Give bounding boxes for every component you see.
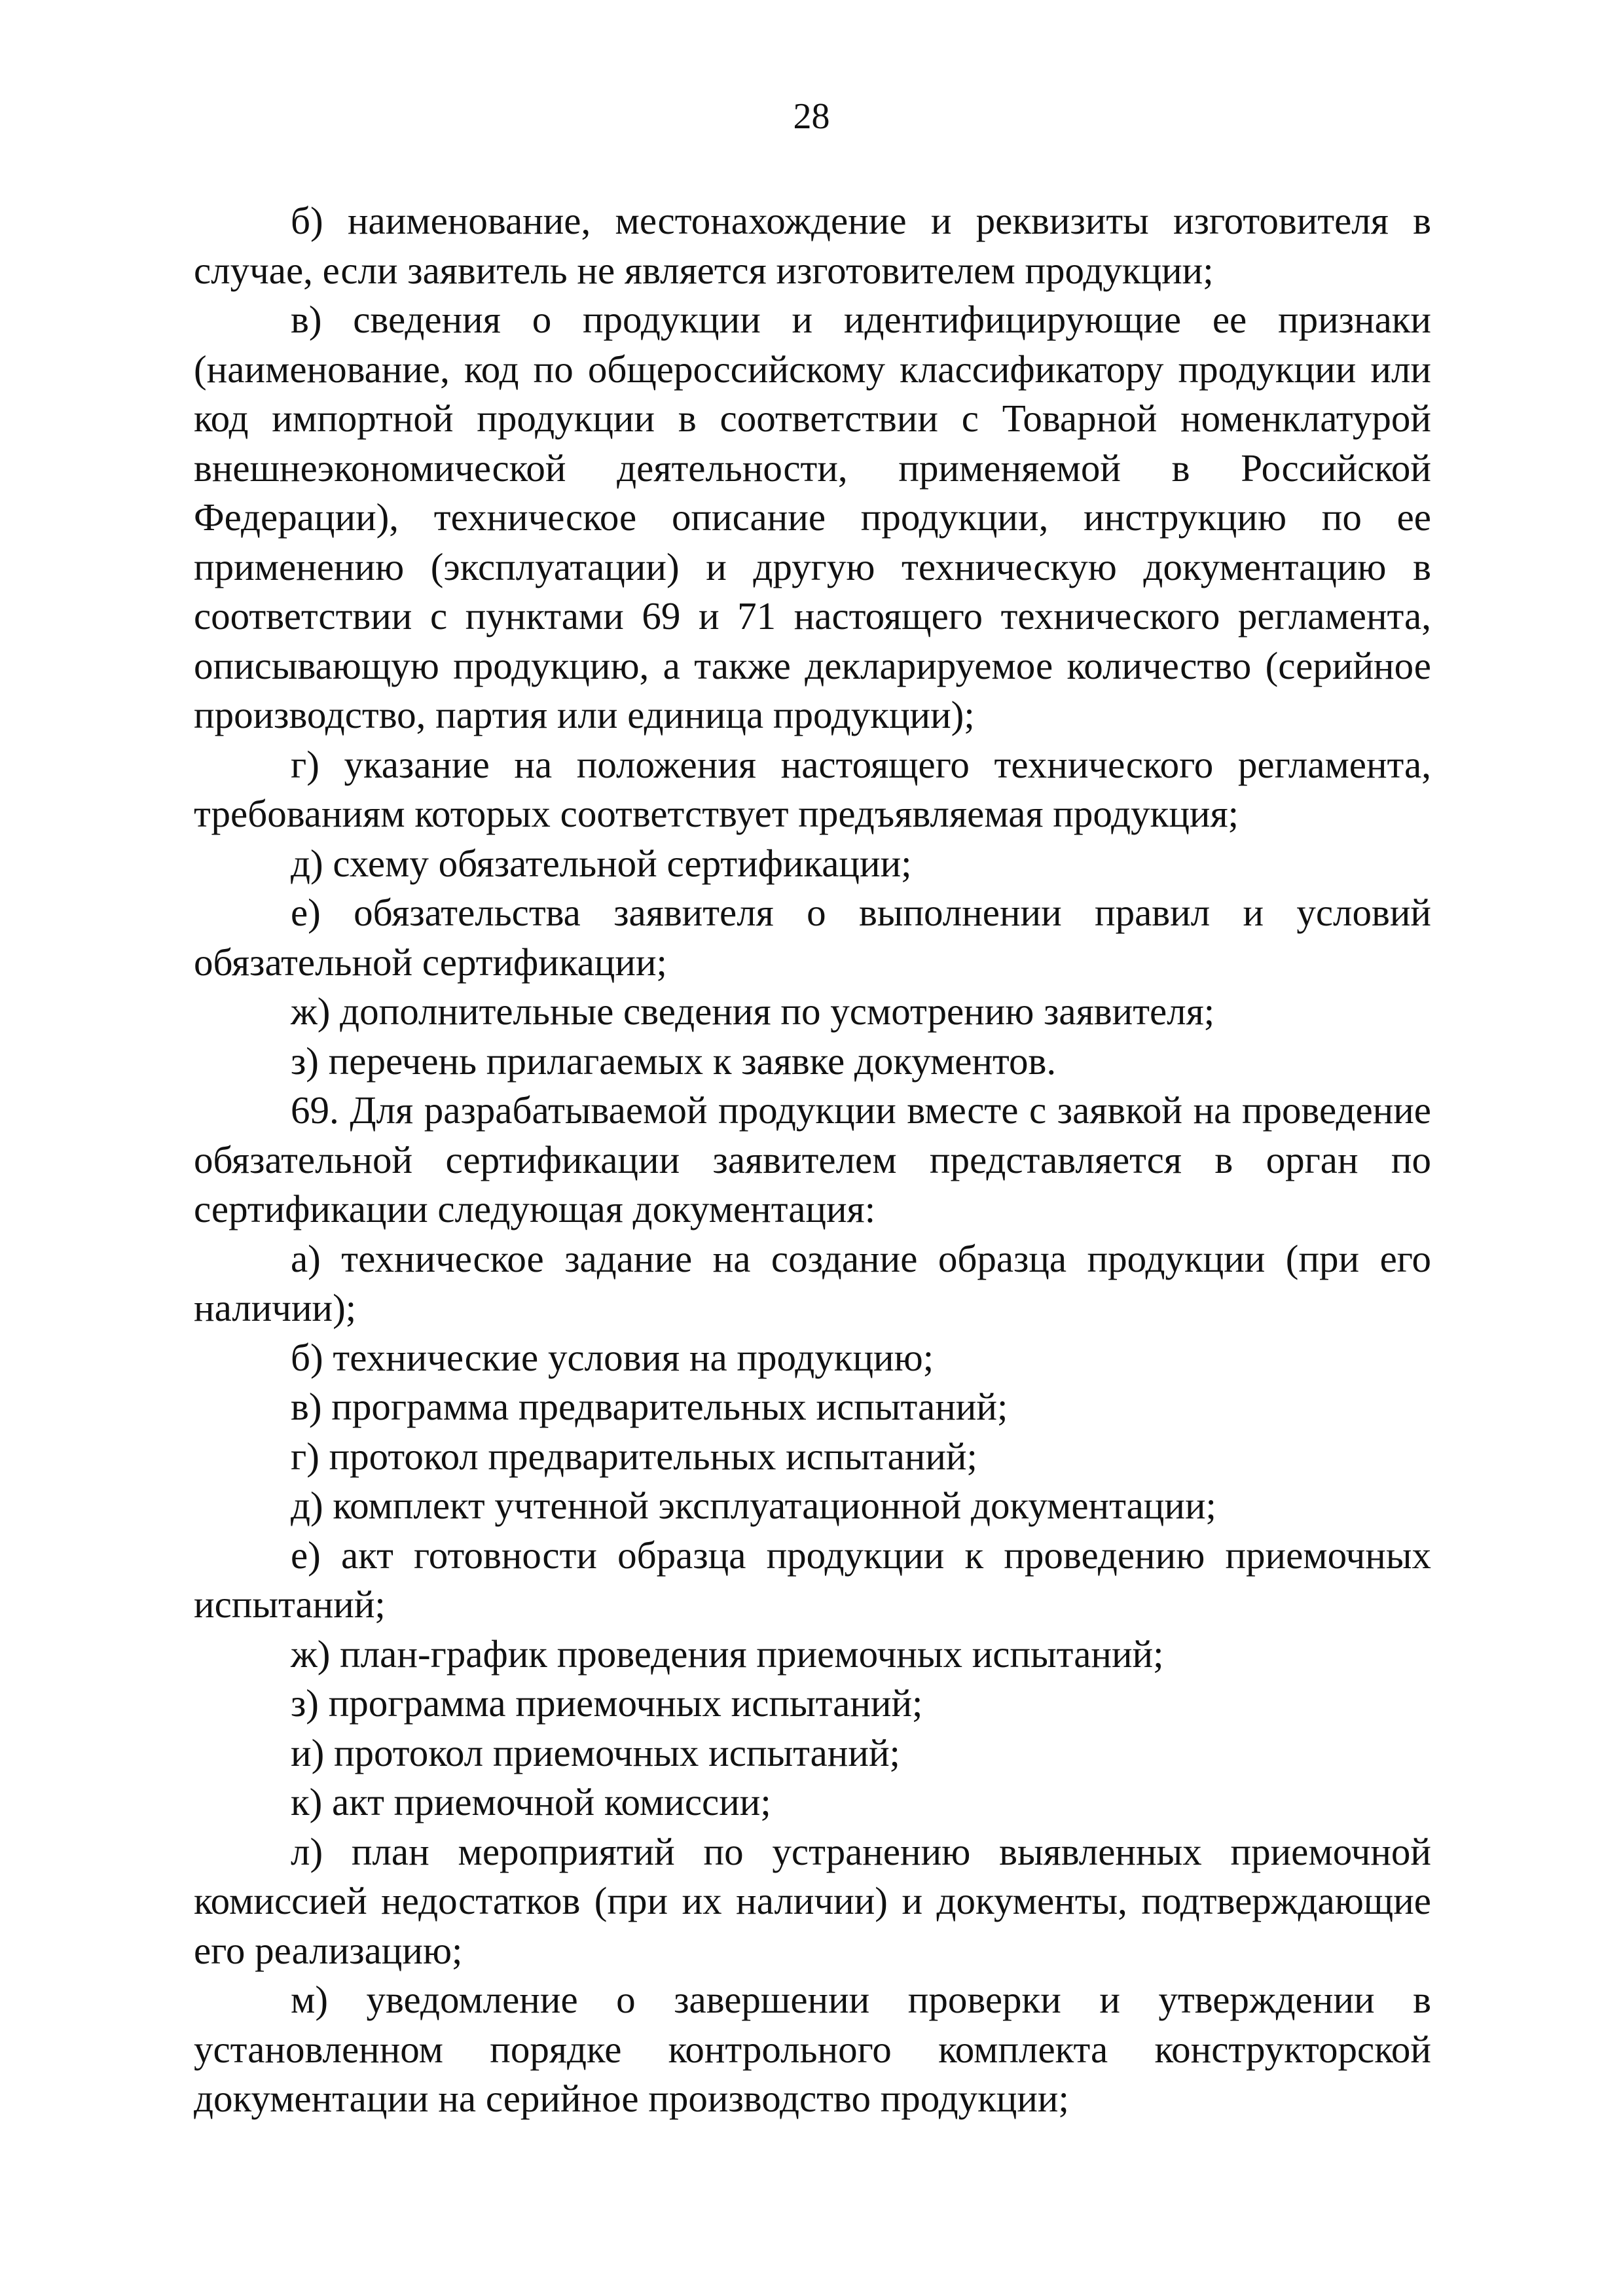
paragraph-item-zh: ж) дополнительные сведения по усмотрению заявителя; [291,990,1215,1033]
paragraph-doc-l: л) план мероприятий по устранению выявленных приемочной комиссией недостатков (при их наличии) и документы, подтверждающие его реализацию; [194,1829,1431,1972]
paragraph-item-d: д) схему обязательной сертификации; [291,841,912,885]
paragraph-doc-zh: ж) план-график проведения приемочных испытаний; [291,1632,1164,1676]
page-number: 28 [793,96,830,137]
paragraph-doc-z: з) программа приемочных испытаний; [291,1681,923,1725]
paragraph-item-b: б) наименование, местонахождение и реквизиты изготовителя в случае, если заявитель не является изготовителем продукции; [194,199,1431,292]
paragraph-doc-k: к) акт приемочной комиссии; [291,1780,771,1823]
document-body [194,196,1431,2124]
paragraph-item-z: з) перечень прилагаемых к заявке документов. [291,1039,1057,1083]
paragraph-doc-v: в) программа предварительных испытаний; [291,1385,1008,1428]
paragraph-doc-e: е) акт готовности образца продукции к проведению приемочных испытаний; [194,1533,1431,1626]
paragraph-doc-b: б) технические условия на продукцию; [291,1335,934,1379]
paragraph-item-v: в) сведения о продукции и идентифицирующие ее признаки (наименование, код по общероссийскому классификатору продукции или код импортной продукции в соответствии с Товарной номенклатурой внешнеэкономической деятельности, применяемой в Российской Федерации), техническое описание продукции, инструкцию по ее применению (эксплуатации) и другую техническую документацию в соответствии с пунктами 69 и 71 настоящего технического регламента, описывающую продукцию, а также декларируемое количество (серийное производство, партия или единица продукции); [194,298,1431,736]
paragraph-doc-m: м) уведомление о завершении проверки и утверждении в установленном порядке контрольного комплекта конструкторской документации на серийное производство продукции; [194,1978,1431,2120]
paragraph-doc-g: г) протокол предварительных испытаний; [291,1434,977,1478]
paragraph-item-g: г) указание на положения настоящего технического регламента, требованиям которых соответствует предъявляемая продукция; [194,742,1431,835]
paragraph-clause-69: 69. Для разрабатываемой продукции вместе с заявкой на проведение обязательной сертификации заявителем представляется в орган по сертификации следующая документация: [194,1088,1431,1230]
paragraph-item-e: е) обязательства заявителя о выполнении правил и условий обязательной сертификации; [194,891,1431,984]
paragraph-doc-i: и) протокол приемочных испытаний; [291,1731,900,1774]
paragraph-doc-d: д) комплект учтенной эксплуатационной документации; [291,1484,1216,1527]
paragraph-doc-a: а) техническое задание на создание образца продукции (при его наличии); [194,1236,1431,1329]
